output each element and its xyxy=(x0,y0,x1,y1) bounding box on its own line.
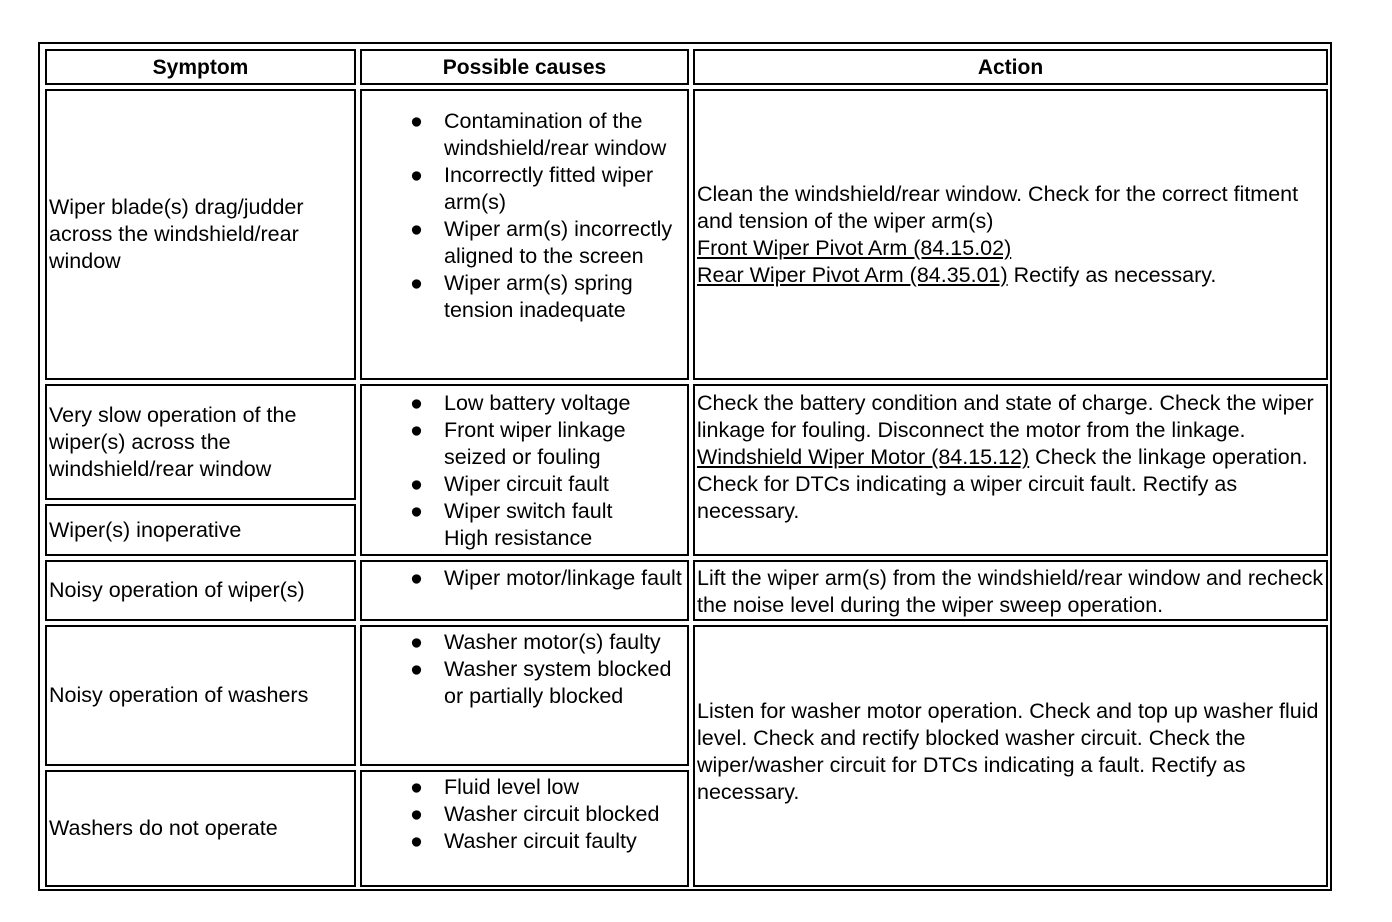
row2-action-cell xyxy=(693,384,1328,556)
row1-action-text xyxy=(697,181,1324,289)
row1-action-cell xyxy=(693,89,1328,380)
row2-action-line: Check the battery condition and state of charge. Check the wiper linkage for fouling. Disconnect the motor from the linkage. xyxy=(697,391,1314,442)
bullet-icon: ● xyxy=(410,566,423,590)
list-item: ● Wiper arm(s) spring tension inadequate xyxy=(410,271,633,322)
row2-causes-extra: High resistance xyxy=(444,526,593,550)
row3-symptom-cell xyxy=(45,560,356,621)
row2b-symptom-text: Wiper(s) inoperative xyxy=(49,517,242,542)
row1-action-tail: Rectify as necessary. xyxy=(1007,262,1217,287)
bullet-icon: ● xyxy=(410,391,423,415)
row2-causes-list xyxy=(362,390,687,525)
row5-causes-cell xyxy=(360,770,689,887)
row3-causes-cell xyxy=(360,560,689,621)
row1-action-line: Clean the windshield/rear window. Check for the correct fitment and tension of the wiper arm(s) xyxy=(697,181,1299,233)
list-item: ● Contamination of the windshield/rear window xyxy=(410,109,667,160)
bullet-icon: ● xyxy=(410,630,423,654)
list-item: ● Washer system blocked or partially blocked xyxy=(410,657,672,708)
row4-action-text: Listen for washer motor operation. Check and top up washer fluid level. Check and rectify blocked washer circuit. Check the wiper/washer circuit for DTCs indicating a fault. Rectify as necessary. xyxy=(697,699,1319,804)
troubleshooting-table xyxy=(38,42,1332,891)
list-item: ● Incorrectly fitted wiper arm(s) xyxy=(410,163,654,214)
bullet-icon: ● xyxy=(410,418,423,442)
list-item: ● Wiper switch fault xyxy=(410,499,613,523)
bullet-icon: ● xyxy=(410,829,423,853)
header-action-label: Action xyxy=(977,55,1044,79)
header-action xyxy=(693,49,1328,85)
front-wiper-pivot-arm-link[interactable]: Front Wiper Pivot Arm (84.15.02) xyxy=(697,235,1012,260)
list-item: ● Washer circuit blocked xyxy=(410,802,660,826)
list-item: ● Fluid level low xyxy=(410,775,580,799)
row4-causes-list xyxy=(362,629,687,710)
list-item: ● Washer circuit faulty xyxy=(410,829,637,853)
bullet-icon: ● xyxy=(410,217,423,241)
row2-action-tail: Check the linkage operation. Check for DTCs indicating a wiper circuit fault. Rectify as necessary. xyxy=(697,445,1308,523)
header-symptom xyxy=(45,49,356,85)
row1-causes-cell xyxy=(360,89,689,380)
list-item: ● Wiper circuit fault xyxy=(410,472,609,496)
row5-symptom-text: Washers do not operate xyxy=(49,816,278,840)
row4-symptom-cell xyxy=(45,625,356,766)
header-causes-label: Possible causes xyxy=(442,55,607,79)
row5-symptom-cell xyxy=(45,770,356,887)
bullet-icon: ● xyxy=(410,163,423,187)
windshield-wiper-motor-link[interactable]: Windshield Wiper Motor (84.15.12) xyxy=(697,445,1030,469)
row5-causes-list xyxy=(362,774,687,855)
row4-action-cell xyxy=(693,625,1328,887)
bullet-icon: ● xyxy=(410,499,423,523)
row2-causes-cell xyxy=(360,384,689,556)
header-causes xyxy=(360,49,689,85)
list-item: ● Low battery voltage xyxy=(410,391,631,415)
row1-symptom-cell xyxy=(45,89,356,380)
bullet-icon: ● xyxy=(410,657,423,681)
bullet-icon: ● xyxy=(410,775,423,799)
rear-wiper-pivot-arm-link[interactable]: Rear Wiper Pivot Arm (84.35.01) xyxy=(697,262,1008,287)
row4-causes-cell xyxy=(360,625,689,766)
row3-causes-list xyxy=(362,565,687,592)
list-item: ● Wiper motor/linkage fault xyxy=(410,566,682,590)
list-item: ● Front wiper linkage seized or fouling xyxy=(410,418,626,469)
row3-symptom-text: Noisy operation of wiper(s) xyxy=(49,578,305,602)
row1-symptom-text: Wiper blade(s) drag/judder across the windshield/rear window xyxy=(49,195,304,273)
list-item: ● Wiper arm(s) incorrectly aligned to the screen xyxy=(410,217,673,268)
row2-symptom-cell xyxy=(45,384,356,500)
row3-action-text: Lift the wiper arm(s) from the windshield/rear window and recheck the noise level during the wiper sweep operation. xyxy=(697,566,1324,617)
row3-action-cell xyxy=(693,560,1328,621)
list-item: ● Washer motor(s) faulty xyxy=(410,630,661,654)
row2-symptom-text: Very slow operation of the wiper(s) across the windshield/rear window xyxy=(49,402,297,481)
row1-causes-list xyxy=(362,108,687,324)
header-symptom-label: Symptom xyxy=(152,55,249,79)
bullet-icon: ● xyxy=(410,472,423,496)
bullet-icon: ● xyxy=(410,271,423,295)
bullet-icon: ● xyxy=(410,109,423,133)
row2-action-text xyxy=(697,390,1324,525)
row2b-symptom-cell xyxy=(45,504,356,556)
bullet-icon: ● xyxy=(410,802,423,826)
row4-symptom-text: Noisy operation of washers xyxy=(49,683,309,707)
